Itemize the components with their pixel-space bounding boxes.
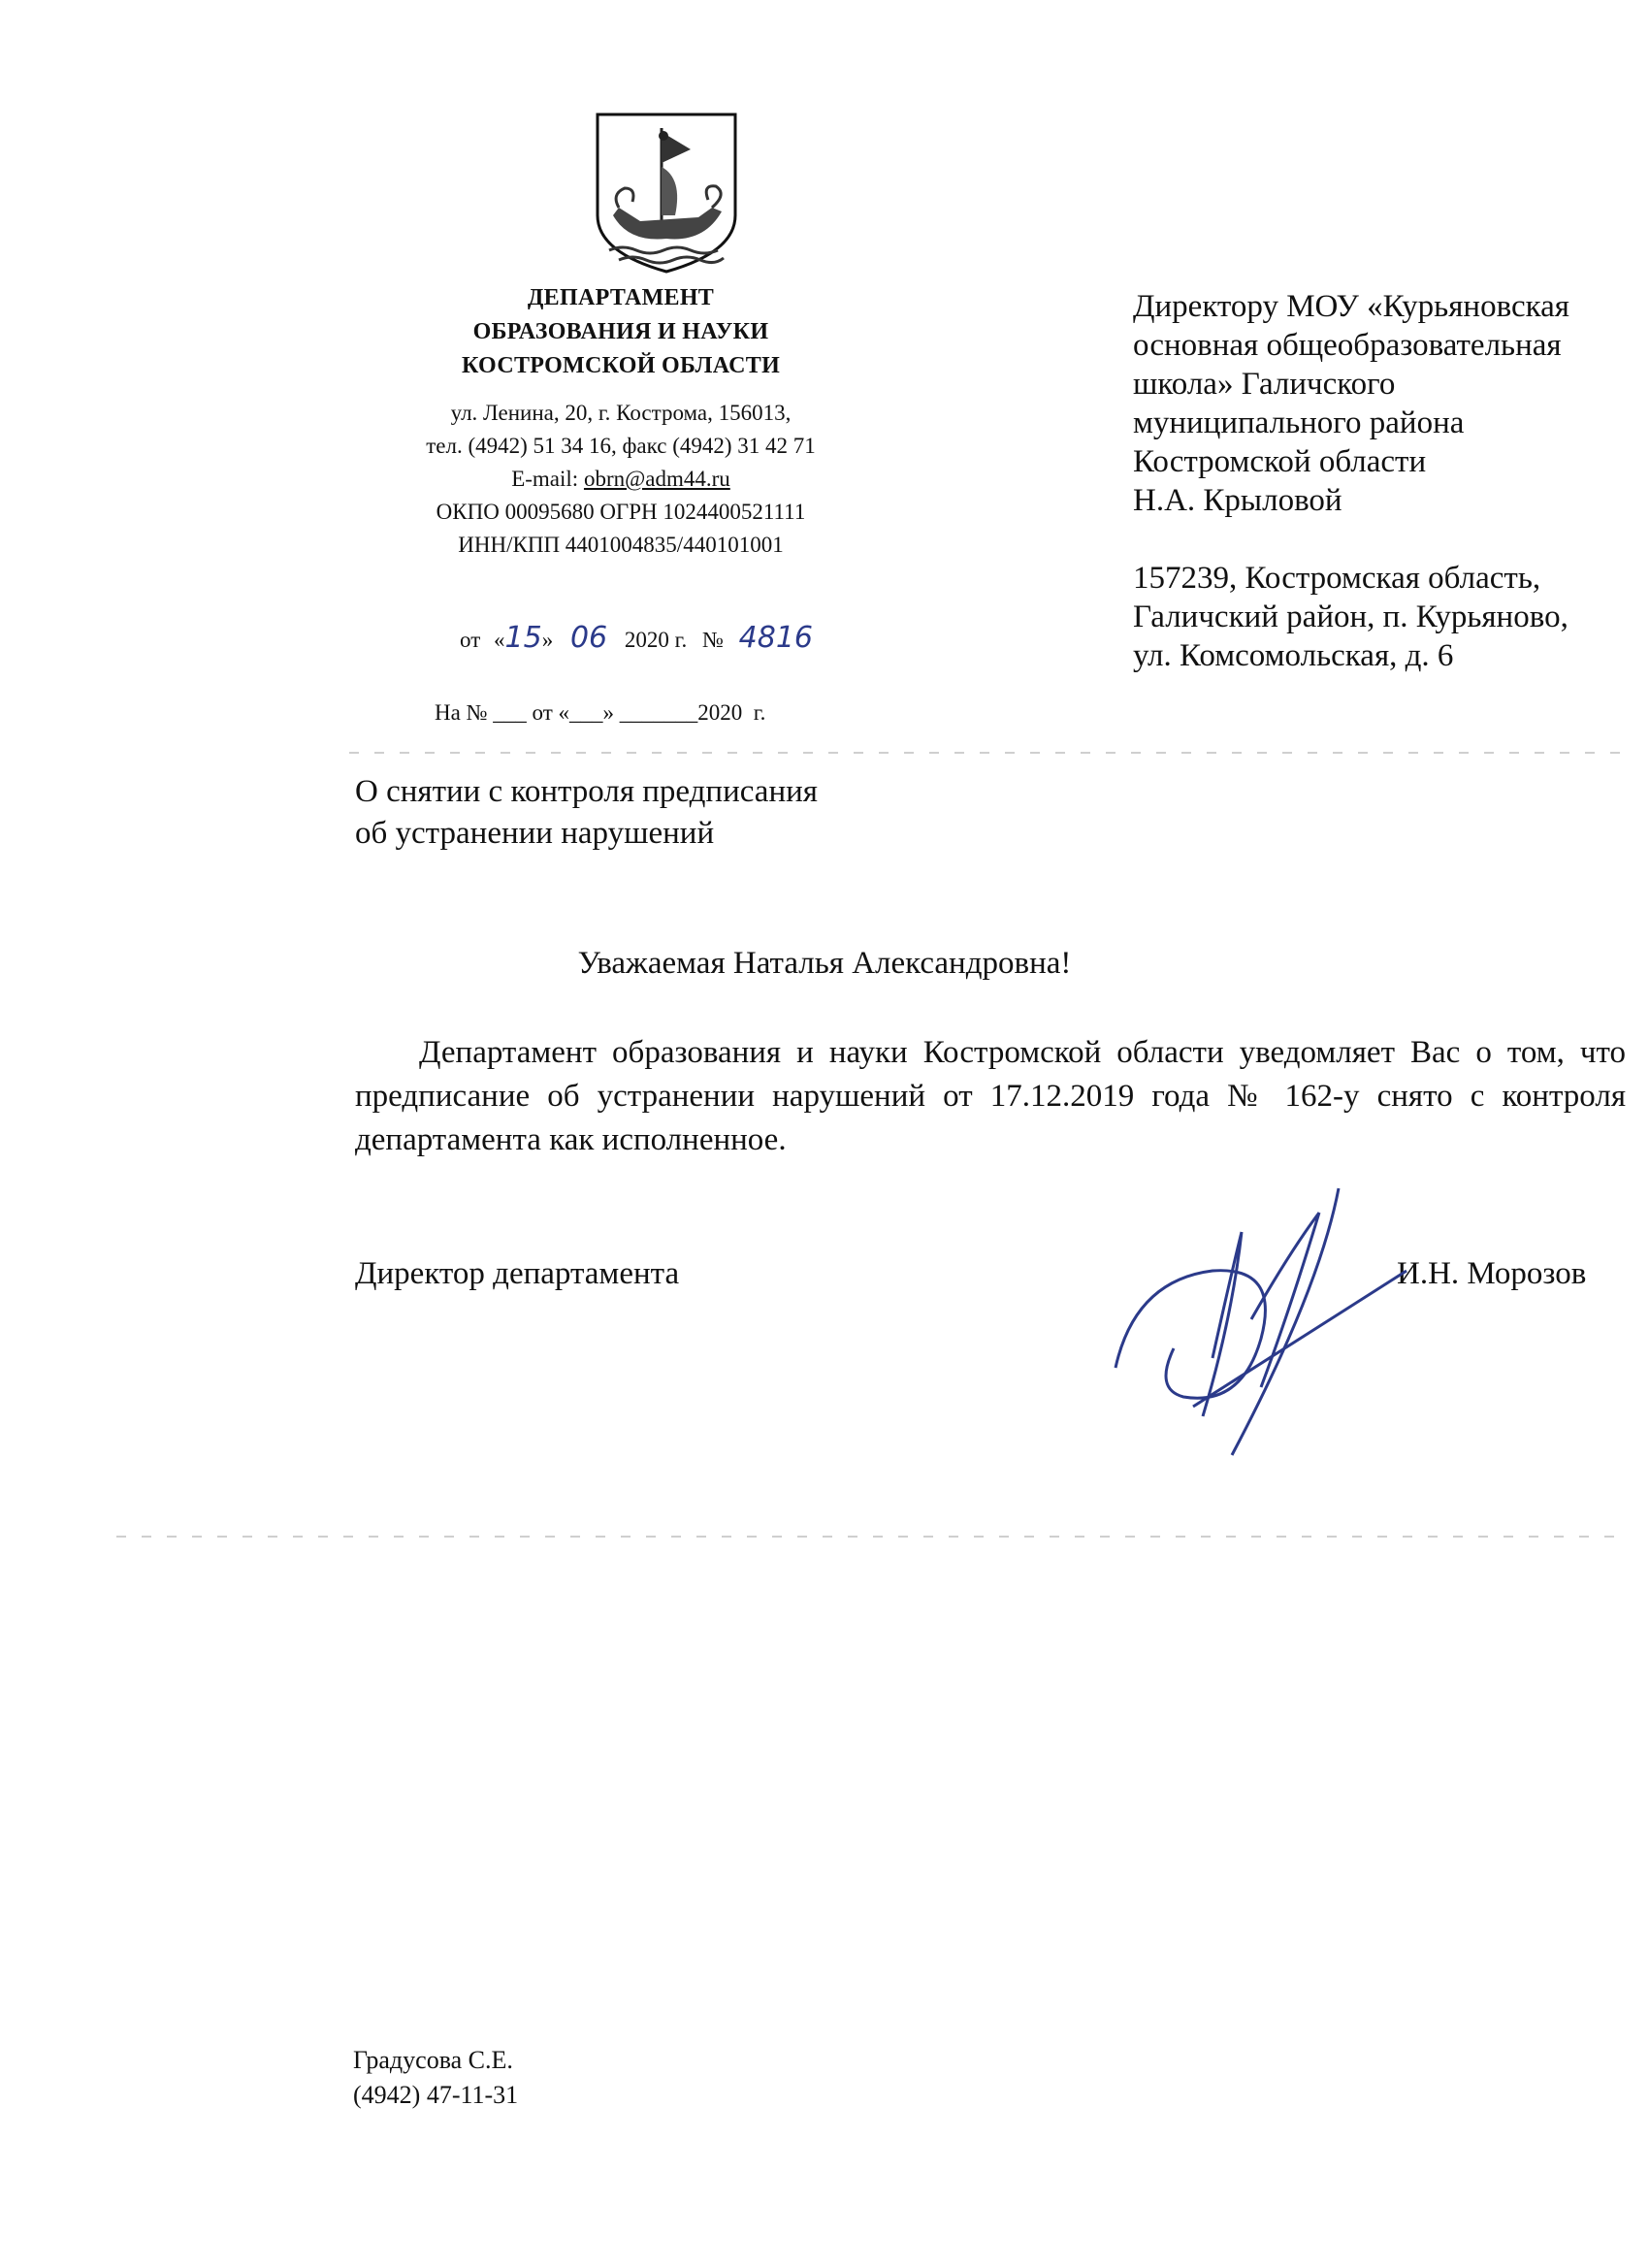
recipient-line: основная общеобразовательная	[1133, 328, 1562, 363]
postal-line: 157239, Костромская область,	[1133, 561, 1541, 596]
subject-line: об устранении нарушений	[355, 816, 715, 851]
coat-of-arms-icon	[590, 107, 743, 276]
handwritten-number: 4816	[738, 621, 814, 655]
sender-block	[407, 281, 834, 562]
recipient-line: Директору МОУ «Курьяновская	[1133, 289, 1569, 324]
inn-kpp-line: ИНН/КПП 4401004835/440101001	[458, 533, 784, 557]
scan-artifact-line	[116, 1536, 1630, 1538]
email-line	[407, 463, 834, 496]
handwritten-signature	[1096, 1174, 1416, 1465]
year-text: 2020 г.	[624, 628, 688, 652]
subject	[355, 771, 818, 855]
executor-block	[353, 2043, 518, 2113]
okpo-ogrn-line: ОКПО 00095680 ОГРН 1024400521111	[436, 500, 806, 524]
department-name-line-1: ДЕПАРТАМЕНТ	[527, 285, 715, 310]
email-label: E-mail:	[511, 467, 584, 491]
postal-line: Галичский район, п. Курьяново,	[1133, 599, 1568, 634]
recipient-line: муниципального района	[1133, 405, 1465, 440]
signatory-title: Директор департамента	[355, 1256, 680, 1291]
handwritten-day: 15	[504, 621, 542, 655]
body-text: Департамент образования и науки Костромской области уведомляет Вас о том, что предписание об устранении нарушений от 17.12.2019 года № 162-у снято с контроля департамента как исполненное.	[355, 1035, 1626, 1157]
address-line: ул. Ленина, 20, г. Кострома, 156013,	[450, 401, 792, 425]
recipient-name: Н.А. Крыловой	[1133, 483, 1342, 518]
signatory-name: И.Н. Морозов	[1397, 1256, 1587, 1291]
from-label: от	[460, 628, 481, 652]
executor-name: Градусова С.Е.	[353, 2046, 513, 2074]
recipient-block	[1133, 287, 1569, 675]
postal-line: ул. Комсомольская, д. 6	[1133, 638, 1454, 673]
recipient-line: школа» Галичского	[1133, 367, 1396, 402]
recipient-line: Костромской области	[1133, 444, 1427, 479]
executor-phone: (4942) 47-11-31	[353, 2081, 519, 2109]
department-name-line-2: ОБРАЗОВАНИЯ И НАУКИ	[472, 319, 769, 344]
number-label: №	[701, 628, 724, 652]
outgoing-number-line: от «15» 06 2020 г. № 4816	[460, 621, 814, 655]
department-name-line-3: КОСТРОМСКОЙ ОБЛАСТИ	[461, 353, 781, 378]
scan-artifact-line	[349, 752, 1630, 754]
handwritten-month: 06	[569, 621, 608, 655]
subject-line: О снятии с контроля предписания	[355, 774, 818, 809]
email-link[interactable]: obrn@adm44.ru	[583, 467, 730, 491]
greeting: Уважаемая Наталья Александровна!	[577, 946, 1072, 981]
phone-fax-line: тел. (4942) 51 34 16, факс (4942) 31 42 71	[426, 434, 816, 458]
body-paragraph	[355, 1031, 1626, 1162]
reply-reference-line: На № ___ от «___» _______2020 г.	[435, 700, 766, 725]
